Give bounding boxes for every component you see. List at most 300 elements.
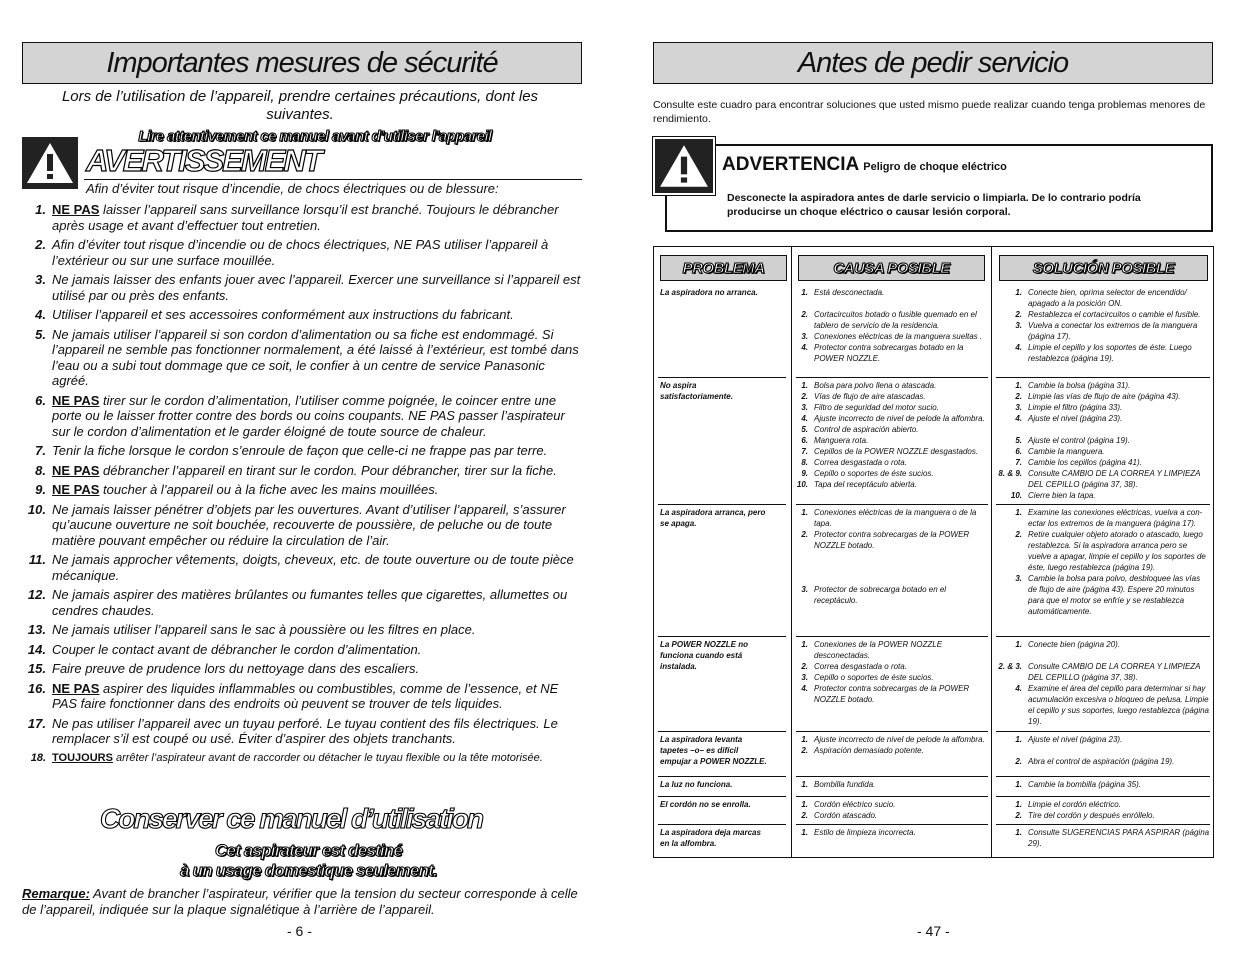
read-manual-notice: Lire attentivement ce manuel avant d’utiliser l’appareil [138,128,492,145]
safety-item-number: 6. [35,392,46,408]
safety-item-text: NE PAS tirer sur le cordon d’alimentation, l’utiliser comme poignée, le coincer entre une porte ou le laisser frotter contre des bords ou coins coupants. NE PAS passer l’aspirateur sur le cordon d’alimentation et le garder éloigné de toute source de chaleur. [52,392,565,439]
cause-text: Bolsa para polvo llena o atascada. [814,381,937,390]
cause-number: 2. [801,746,808,755]
cause-text: Conexiones de la POWER NOZZLE desconectadas. [814,640,943,660]
solution-number: 1. [1015,800,1022,809]
row-divider [996,636,1210,637]
solution-entry [994,683,1210,727]
cause-text: Aspiración demasiado potente. [814,746,924,755]
cause-text: Conexiones eléctricas de la manguera sueltas . [814,332,983,341]
solution-text: Consulte SUGERENCIAS PARA ASPIRAR (página 29). [1028,828,1210,848]
safety-item [20,463,585,479]
cause-text: Manguera rota. [814,436,869,445]
cause-cell [794,507,990,606]
solution-number: 4. [1015,343,1022,352]
safety-item [20,661,585,677]
cause-entry [794,391,985,402]
safety-item [20,552,585,583]
advertencia-text: Desconecte la aspiradora antes de darle servicio o limpiarla. De lo contrario podría producirse un choque eléctrico o causar lesión corporal. [727,192,1141,218]
safety-item-text: Afin d’éviter tout risque d’incendie ou de chocs électriques, NE PAS utiliser l’appareil à l’extérieur ou sur une surface mouillée. [52,237,549,268]
safety-item-emphasis: NE PAS [52,680,100,696]
cause-entry [794,424,985,435]
safety-list [20,202,585,770]
cause-number: 1. [801,508,808,517]
solution-entry [994,342,1210,364]
cause-text [814,573,990,584]
avertissement-subtitle: Afin d’éviter tout risque d’incendie, de chocs électriques ou de blessure: [86,181,499,196]
solution-text: Limpie las vías de flujo de aire (página 43). [1028,392,1181,401]
advertencia-subtitle: Peligro de choque eléctrico [863,161,1007,173]
safety-item-text: NE PAS débrancher l’appareil en tirant sur le cordon. Pour débrancher, tirer sur la fiche. [52,462,557,478]
solution-cell [994,287,1210,364]
solution-entry [994,650,1210,661]
cause-entry [794,672,990,683]
solution-text: Ajuste el nivel (página 23). [1028,735,1123,744]
solution-number: 4. [1015,684,1022,693]
solution-text: Ajuste el nivel (página 23). [1028,414,1123,423]
solution-entry [994,745,1174,756]
cause-text: Filtro de seguridad del motor sucio. [814,403,939,412]
cause-entry [794,683,990,705]
cause-entry [794,799,895,810]
solution-number: 2. [1015,530,1022,539]
problem-cell: La POWER NOZZLE no funciona cuando está instalada. [660,640,748,671]
row-divider [996,377,1210,378]
cause-entry [794,745,985,756]
cause-number: 3. [801,403,808,412]
cause-number: 1. [801,381,808,390]
safety-item-text: Ne jamais approcher vêtements, doigts, cheveux, etc. de toute ouverture ou de toute pièce mécanique. [52,552,574,583]
safety-item-number: 12. [27,587,46,602]
cause-entry [794,562,990,573]
row-divider [658,824,786,825]
safety-item-text: Ne jamais utiliser l’appareil sans le sac à poussière ou les filtres en place. [52,622,476,637]
solution-number: 2. [1015,392,1022,401]
solution-number: 3. [1015,574,1022,583]
cause-entry [794,827,916,838]
safety-item [20,443,585,459]
cause-text: Ajuste incorrecto de nivel de pelode la alfombra. [814,735,985,744]
row-divider [796,824,988,825]
safety-item-text: Faire preuve de prudence lors du nettoyage dans des escaliers. [52,661,420,676]
row-divider [658,776,786,777]
cause-number [794,551,814,562]
cause-number: 8. [801,458,808,467]
cause-text: Tapa del receptáculo abierta. [814,480,917,489]
left-intro: Lors de l’utilisation de l’appareil, prendre certaines précautions, dont les suivantes. [61,88,539,123]
safety-item-number: 10. [27,501,46,517]
solution-entry [994,490,1210,501]
cause-number: 1. [801,780,808,789]
solution-text: Cambie la bolsa (página 31). [1028,381,1131,390]
cause-number: 10. [796,480,808,489]
solution-entry [994,287,1210,309]
column-divider [991,247,992,857]
cause-text: Protector contra sobrecargas de la POWER NOZZLE botado. [814,530,970,550]
safety-item-number: 4. [35,307,46,322]
solution-text [1028,424,1210,435]
solution-number: 5. [1015,436,1022,445]
solution-entry [994,309,1210,320]
cause-number: 4. [801,414,808,423]
safety-item-text: Ne jamais utiliser l’appareil si son cordon d’alimentation ou sa fiche est endommagé. Si l’appareil ne semble pas fonctionner normalement, a été laissé à l’extérieur, est tombé dans l’eau ou a subi tout dommage que ce soit, le confier à un centre de service Panasonic agréé. [52,326,579,388]
safety-item-number: 16. [27,680,46,696]
cause-number: 2. [801,310,808,319]
right-intro: Consulte este cuadro para encontrar soluciones que usted mismo puede realizar cuando tenga problemas menores de rendimiento. [653,99,1206,125]
solution-entry [994,661,1210,683]
cause-text: Vías de flujo de aire atascadas. [814,392,926,401]
safety-item-number: 15. [27,661,46,676]
solution-text: Limpie el cepillo y los soportes de éste. Luego restablezca (página 19). [1028,343,1192,363]
solution-cell [994,380,1210,501]
solution-number: 10. [1010,491,1022,500]
cause-entry [794,342,990,364]
safety-item-emphasis: NE PAS [52,392,100,408]
cause-entry [794,331,990,342]
cause-text: Está desconectada. [814,288,885,297]
safety-item-number: 14. [27,641,46,657]
solution-text: Consulte CAMBIO DE LA CORREA Y LIMPIEZA DEL CEPILLO (página 37, 38). [1028,662,1201,682]
solution-number: 2. [1015,310,1022,319]
safety-item [20,393,585,440]
cause-entry [794,380,985,391]
safety-item-text: NE PAS toucher à l’appareil ou à la fiche avec les mains mouillées. [52,482,439,497]
safety-item [20,751,585,767]
solution-number [994,745,1028,756]
solution-number: 2. [1015,811,1022,820]
cause-number: 9. [801,469,808,478]
solution-text: Tire del cordón y después enróllelo. [1028,811,1155,820]
solution-text: Ajuste el control (página 19). [1028,436,1130,445]
cause-text: Cordón atascado. [814,811,878,820]
cause-entry [794,639,990,661]
cause-cell [794,779,990,790]
cause-entry [794,810,895,821]
safety-item-text: NE PAS laisser l’appareil sans surveillance lorsqu’il est branché. Toujours le débrancher après usage et avant d’effectuer tout entretien. [52,202,559,233]
cause-entry [794,435,985,446]
solution-text: Retire cualquier objeto atorado o atascado, luego restablezca. Si la aspiradora arranca pero se vuelve a apagar, limpie el cepillo y los soportes de éste, luego restablezca (página 19). [1028,530,1206,572]
safety-item-number: 13. [27,622,46,637]
solution-number [994,424,1028,435]
problem-cell: La aspiradora arranca, pero se apaga. [660,508,766,528]
solution-entry [994,734,1174,745]
cause-text: Cepillo o soportes de éste sucios. [814,673,934,682]
solution-entry [994,799,1155,810]
cause-entry [794,468,985,479]
row-divider [996,796,1210,797]
safety-item-text: Ne jamais laisser pénétrer d’objets par les ouvertures. Avant d’utiliser l’appareil, s’assurer qu’aucune ouverture ne soit bouchée, recouverte de poussière, de peluche ou de toute matière pouvant empêcher ou réduire la circulation de l’air. [52,501,566,548]
row-divider [658,731,786,732]
solution-entry [994,573,1210,617]
safety-item [20,202,585,233]
solution-entry [994,320,1210,342]
solution-text: Examine el área del cepillo para determinar si hay acumulación excesiva o bloqueo de pelusa. Limpie el cepillo y sus soportes, luego restablezca (página 19). [1028,684,1209,726]
cause-number [794,298,814,309]
solution-text: Cambie la bombilla (página 35). [1028,780,1141,789]
solution-text [1028,745,1174,756]
solution-entry [994,779,1141,790]
cause-number: 3. [801,585,808,594]
cause-entry [794,584,990,606]
cause-cell [794,734,990,756]
cause-text: Control de aspiración abierto. [814,425,919,434]
solution-text: Restablezca el cortacircuitos o cambie el fusible. [1028,310,1201,319]
row-divider [996,731,1210,732]
safety-item [20,587,585,618]
cause-text: Correa desgastada o rota. [814,662,907,671]
safety-item-number: 9. [35,482,46,497]
solution-entry [994,435,1210,446]
safety-item-emphasis: TOUJOURS [52,751,113,764]
problem-cell: La aspiradora no arranca. [660,288,758,297]
solution-number: 3. [1015,403,1022,412]
solution-number: 8. & 9. [998,469,1022,478]
solution-cell [994,734,1210,767]
cause-number: 6. [801,436,808,445]
right-page [617,0,1235,954]
solution-text: Conecte bien, oprima selector de encendido/ apagado a la posición ON. [1028,288,1187,308]
solution-cell [994,779,1210,790]
cause-entry [794,734,985,745]
safety-item [20,716,585,747]
cause-cell [794,827,990,838]
cause-entry [794,287,990,298]
cause-entry [794,298,990,309]
solution-text: Cierre bien la tapa. [1028,491,1096,500]
row-divider [796,796,988,797]
remarque-note [22,886,582,918]
cause-entry [794,507,990,529]
cause-number: 2. [801,530,808,539]
solution-number: 1. [1015,828,1022,837]
row-divider [658,636,786,637]
safety-item-number: 8. [35,462,46,478]
solution-number: 4. [1015,414,1022,423]
row-divider [796,504,988,505]
cause-entry [794,661,990,672]
safety-item-emphasis: NE PAS [52,202,100,217]
safety-item-number: 1. [35,202,46,217]
solution-cell [994,639,1210,727]
solution-text: Cambie la bolsa para polvo, desbloquee las vías de flujo de aire (página 43). Espere 20 minutos para que el motor se enfríe y se restablezca automáticamente. [1028,574,1201,616]
cause-entry [794,309,990,331]
safety-item-number: 18. [30,751,46,764]
safety-item [20,237,585,268]
safety-item [20,622,585,638]
problem-cell: La aspiradora deja marcas en la alfombra. [660,828,761,848]
safety-item-emphasis: NE PAS [52,462,100,478]
cause-number: 1. [801,828,808,837]
right-title: Antes de pedir servicio [653,42,1213,84]
solution-text: Abra el control de aspiración (página 19). [1028,757,1175,766]
safety-item-text: Ne jamais aspirer des matières brûlantes ou fumantes telles que cigarettes, allumettes ou cendres chaudes. [52,587,568,618]
cause-text: Cordón eléctrico sucio. [814,800,896,809]
solution-text: Conecte bien (página 20). [1028,640,1121,649]
advertencia-title: ADVERTENCIA [722,154,860,175]
domestic-use-line-1: Cet aspirateur est destiné [214,841,403,860]
safety-item-number: 11. [28,552,46,567]
solution-number: 6. [1015,447,1022,456]
cause-entry [794,479,985,490]
safety-item-text: NE PAS aspirer des liquides inflammables ou combustibles, comme de l’essence, et NE PAS faire fonctionner dans des endroits où peuvent se trouver de tels liquides. [52,680,559,711]
safety-item-number: 7. [35,443,46,458]
cause-number: 2. [801,392,808,401]
cause-text: Cortacircuitos botado o fusible quemado en el tablero de servicio de la residencia. [814,310,977,330]
problem-cell: No aspira satisfactoriamente. [660,381,733,401]
problem-cell: La luz no funciona. [660,780,733,789]
solution-cell [994,507,1210,617]
row-divider [658,504,786,505]
left-page [0,0,617,954]
cause-number: 4. [801,684,808,693]
troubleshooting-table [653,246,1214,858]
cause-cell [794,287,990,364]
solution-number: 1. [1015,735,1022,744]
solution-number: 3. [1015,321,1022,330]
safety-item-text: Couper le contact avant de débrancher le cordon d’alimentation. [52,641,422,657]
header-problema: PROBLEMA [660,255,787,281]
cause-number: 3. [801,673,808,682]
solution-entry [994,468,1210,490]
solution-number: 1. [1015,288,1022,297]
cause-entry [794,551,990,562]
solution-entry [994,380,1210,391]
safety-item [20,681,585,712]
solution-number: 1. [1015,508,1022,517]
cause-number: 3. [801,332,808,341]
warning-icon [22,137,78,189]
row-divider [996,824,1210,825]
solution-number [994,650,1028,661]
cause-number [794,573,814,584]
right-page-number: - 47 - [917,923,950,939]
row-divider [796,377,988,378]
safety-item-text: TOUJOURS arrêter l’aspirateur avant de raccorder ou détacher le tuyau flexible ou la tête motorisée. [52,751,543,764]
cause-text [814,562,990,573]
cause-text [814,551,990,562]
header-causa: CAUSA POSIBLE [798,255,985,281]
row-divider [796,731,988,732]
cause-cell [794,799,990,821]
cause-number: 1. [801,288,808,297]
cause-number: 2. [801,662,808,671]
cause-text: Correa desgastada o rota. [814,458,907,467]
solution-cell [994,799,1210,821]
cause-text: Protector de sobrecarga botado en el receptáculo. [814,585,947,605]
safety-item-text: Tenir la fiche lorsque le cordon s’enroule de façon que celle-ci ne frappe pas par terre. [52,443,548,458]
avertissement-heading: AVERTISSEMENT [86,143,321,178]
cause-text [814,298,990,309]
solution-entry [994,827,1210,849]
row-divider [996,776,1210,777]
solution-entry [994,756,1174,767]
left-title: Importantes mesures de sécurité [22,42,582,84]
row-divider [658,796,786,797]
solution-entry [994,413,1210,424]
cause-number: 4. [801,343,808,352]
solution-text [1028,650,1210,661]
safety-item-emphasis: NE PAS [52,482,100,497]
cause-text: Bombilla fundida. [814,780,876,789]
heading-divider [84,179,582,180]
solution-number: 1. [1015,640,1022,649]
safety-item [20,327,585,389]
cause-entry [794,529,990,551]
solution-entry [994,424,1210,435]
safety-item-number: 5. [35,326,46,342]
row-divider [796,776,988,777]
safety-item-number: 3. [35,272,46,287]
row-divider [658,377,786,378]
cause-entry [794,779,875,790]
cause-cell [794,639,990,705]
cause-number: 5. [801,425,808,434]
solution-text: Examine las conexiones eléctricas, vuelva a con- ectar los extremos de la manguera (página 17). [1028,508,1203,528]
solution-number: 7. [1015,458,1022,467]
solution-entry [994,507,1210,529]
solution-text: Cambie los cepillos (página 41). [1028,458,1142,467]
solution-text: Consulte CAMBIO DE LA CORREA Y LIMPIEZA DEL CEPILLO (página 37, 38). [1028,469,1201,489]
warning-icon [653,137,715,195]
column-divider [791,247,792,857]
safety-item [20,307,585,323]
safety-item-text: Ne jamais laisser des enfants jouer avec l’appareil. Exercer une surveillance si l’appareil est utilisé par ou près des enfants. [52,272,581,303]
cause-text: Ajuste incorrecto de nivel de pelode la alfombra. [814,414,985,423]
problem-cell: El cordón no se enrolla. [660,800,751,809]
solution-entry [994,810,1155,821]
solution-text: Vuelva a conectar los extremos de la manguera (página 17). [1028,321,1198,341]
advertencia-heading [722,154,1007,176]
cause-entry [794,573,990,584]
safety-item [20,642,585,658]
cause-number: 1. [801,640,808,649]
solution-cell [994,827,1210,849]
cause-text: Protector contra sobrecargas botado en la POWER NOZZLE. [814,343,964,363]
cause-number: 2. [801,811,808,820]
safety-item [20,272,585,303]
cause-text: Conexiones eléctricas de la manguera o de la tapa. [814,508,977,528]
header-solucion: SOLUCIÓN POSIBLE [999,255,1208,281]
solution-number: 2. [1015,757,1022,766]
cause-text: Estilo de limpieza incorrecta. [814,828,916,837]
cause-entry [794,457,985,468]
solution-entry [994,639,1210,650]
solution-number: 1. [1015,780,1022,789]
safety-item-text: Utiliser l’appareil et ses accessoires conformément aux instructions du fabricant. [52,307,514,322]
remarque-label: Remarque: [22,886,90,901]
solution-text: Cambie la manguera. [1028,447,1105,456]
solution-entry [994,457,1210,468]
solution-text: Limpie el filtro (página 33). [1028,403,1123,412]
cause-text: Cepillo o soportes de éste sucios. [814,469,934,478]
cause-text: Protector contra sobrecargas de la POWER NOZZLE botado. [814,684,970,704]
safety-item [20,502,585,549]
problem-cell: La aspiradora levanta tapetes –o– es difícil empujar a POWER NOZZLE. [660,735,767,766]
solution-entry [994,446,1210,457]
cause-number: 7. [801,447,808,456]
cause-text: Cepillos de la POWER NOZZLE desgastados. [814,447,979,456]
cause-number: 1. [801,735,808,744]
safety-item-number: 2. [35,237,46,252]
conserver-heading: Conserver ce manuel d’utilisation [100,803,483,834]
safety-item-number: 17. [27,715,46,731]
safety-item [20,482,585,498]
solution-number: 1. [1015,381,1022,390]
solution-text: Limpie el cordón eléctrico. [1028,800,1121,809]
row-divider [796,636,988,637]
cause-entry [794,402,985,413]
cause-cell [794,380,990,490]
